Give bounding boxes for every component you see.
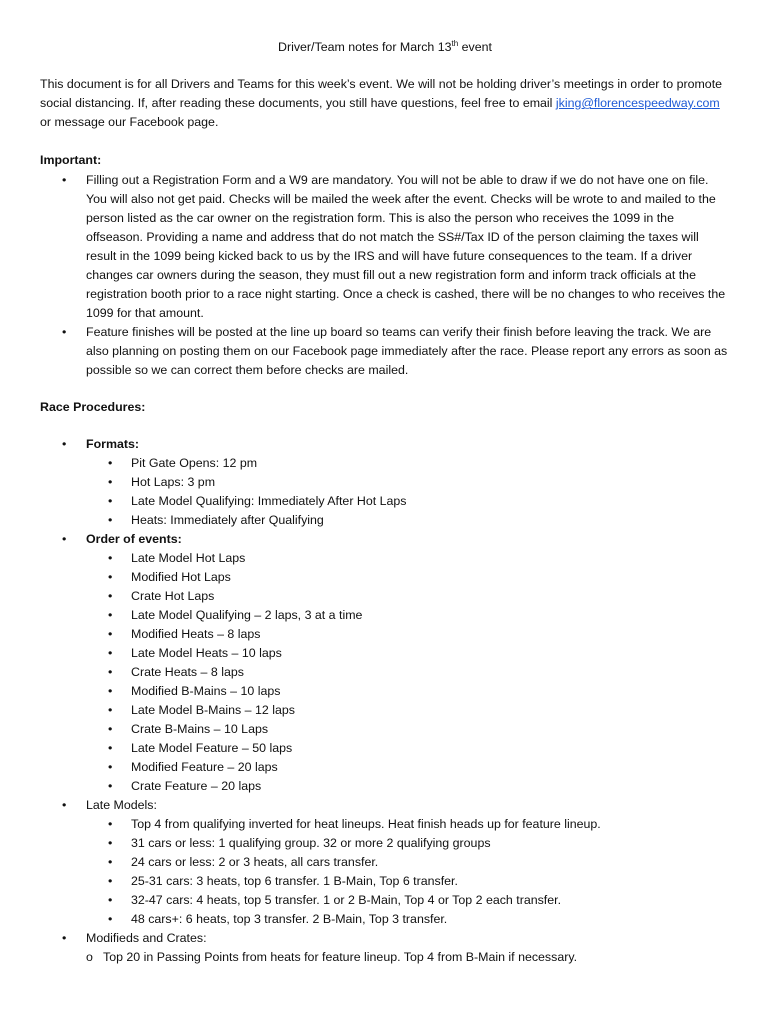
list-item: • Late Model Heats – 10 laps: [108, 646, 282, 660]
list-item: • 32-47 cars: 4 heats, top 5 transfer. 1 or 2 B-Main, Top 4 or Top 2 each transfer.: [108, 893, 562, 907]
list-item: • Feature finishes will be posted at the line up board so teams can verify their finish before leaving the track. We are also planning on posting them on our Facebook page immediately after the race. Please report any errors as soon as possible so we can correct them before checks are mailed.: [62, 325, 728, 377]
list-item: • Crate B-Mains – 10 Laps: [108, 722, 269, 736]
list-item: • Modified B-Mains – 10 laps: [108, 684, 281, 698]
important-list: [40, 171, 730, 380]
list-item: • 31 cars or less: 1 qualifying group. 32 or more 2 qualifying groups: [108, 836, 491, 850]
list-item: • 48 cars+: 6 heats, top 3 transfer. 2 B-Main, Top 3 transfer.: [108, 912, 448, 926]
list-item: • Late Model Qualifying: Immediately After Hot Laps: [108, 494, 407, 508]
list-item: • Late Model Feature – 50 laps: [108, 741, 293, 755]
page-title: Driver/Team notes for March 13th event: [278, 38, 492, 54]
race-procedures-heading: Race Procedures:: [40, 400, 146, 414]
order-section: • Order of events: • Late Model Hot Laps • Modified Hot Laps • Crate Hot Laps • Late Model Qualifying – 2 laps, 3 at a time • Modified Heats – 8 laps • Late Model Heats – 10 laps • Crate Heats – 8 laps • Modified B-Mains – 10 laps • Late Model B-Mains – 12 laps • Crate B-Mains – 10 Laps • Late Model Feature – 50 laps • Modified Feature – 20 laps • Crate Feature – 20 laps: [40, 530, 730, 796]
list-item: o Top 20 in Passing Points from heats for feature lineup. Top 4 from B-Main if necessary.: [86, 950, 578, 964]
modifieds-crates-section: • Modifieds and Crates: o Top 20 in Passing Points from heats for feature lineup. Top 4 from B-Main if necessary.: [40, 929, 730, 967]
list-item: • Crate Heats – 8 laps: [108, 665, 244, 679]
list-item: • Crate Hot Laps: [108, 589, 215, 603]
list-item: • 25-31 cars: 3 heats, top 6 transfer. 1 B-Main, Top 6 transfer.: [108, 874, 458, 888]
list-item: • Modified Heats – 8 laps: [108, 627, 261, 641]
list-item: • Pit Gate Opens: 12 pm: [108, 456, 258, 470]
list-item: • Late Model B-Mains – 12 laps: [108, 703, 295, 717]
email-link[interactable]: jking@florencespeedway.com: [555, 96, 720, 110]
list-item: • Filling out a Registration Form and a W9 are mandatory. You will not be able to draw if we do not have one on file. You will also not get paid. Checks will be mailed the week after the event. Checks will be wrote to and mailed to the person listed as the car owner on the registration form. This is also the person who receives the 1099 in the offseason. Providing a name and address that do not match the SS#/Tax ID of the person claiming the taxes will result in the 1099 being kicked back to us by the IRS and will have future consequences to the team. If a driver changes car owners during the season, they must fill out a new registration form and inform track officials at the registration booth prior to a race night starting. Once a check is cashed, there will be no changes to who receives the 1099 for that amount.: [62, 173, 726, 320]
list-item: • Modified Hot Laps: [108, 570, 231, 584]
list-item: • 24 cars or less: 2 or 3 heats, all cars transfer.: [108, 855, 379, 869]
important-heading: Important:: [40, 153, 102, 167]
procedures-list: [40, 435, 730, 967]
intro-paragraph: This document is for all Drivers and Teams for this week’s event. We will not be holding driver’s meetings in order to promote social distancing. If, after reading these documents, you still have questions, feel free to email jking@florencespeedway.com or message our Facebook page.: [40, 77, 723, 129]
formats-section: • Formats: • Pit Gate Opens: 12 pm • Hot Laps: 3 pm • Late Model Qualifying: Immediately After Hot Laps • Heats: Immediately after Qualifying: [40, 435, 730, 530]
list-item: • Top 4 from qualifying inverted for heat lineups. Heat finish heads up for feature lineup.: [108, 817, 601, 831]
late-models-section: • Late Models: • Top 4 from qualifying inverted for heat lineups. Heat finish heads up for feature lineup. • 31 cars or less: 1 qualifying group. 32 or more 2 qualifying groups • 24 cars or less: 2 or 3 heats, all cars transfer. • 25-31 cars: 3 heats, top 6 transfer. 1 B-Main, Top 6 transfer. • 32-47 cars: 4 heats, top 5 transfer. 1 or 2 B-Main, Top 4 or Top 2 each transfer. • 48 cars+: 6 heats, top 3 transfer. 2 B-Main, Top 3 transfer.: [40, 796, 730, 929]
list-item: • Late Model Qualifying – 2 laps, 3 at a time: [108, 608, 363, 622]
list-item: • Crate Feature – 20 laps: [108, 779, 262, 793]
list-item: • Modified Feature – 20 laps: [108, 760, 278, 774]
list-item: • Heats: Immediately after Qualifying: [108, 513, 324, 527]
list-item: • Hot Laps: 3 pm: [108, 475, 216, 489]
list-item: • Late Model Hot Laps: [108, 551, 246, 565]
